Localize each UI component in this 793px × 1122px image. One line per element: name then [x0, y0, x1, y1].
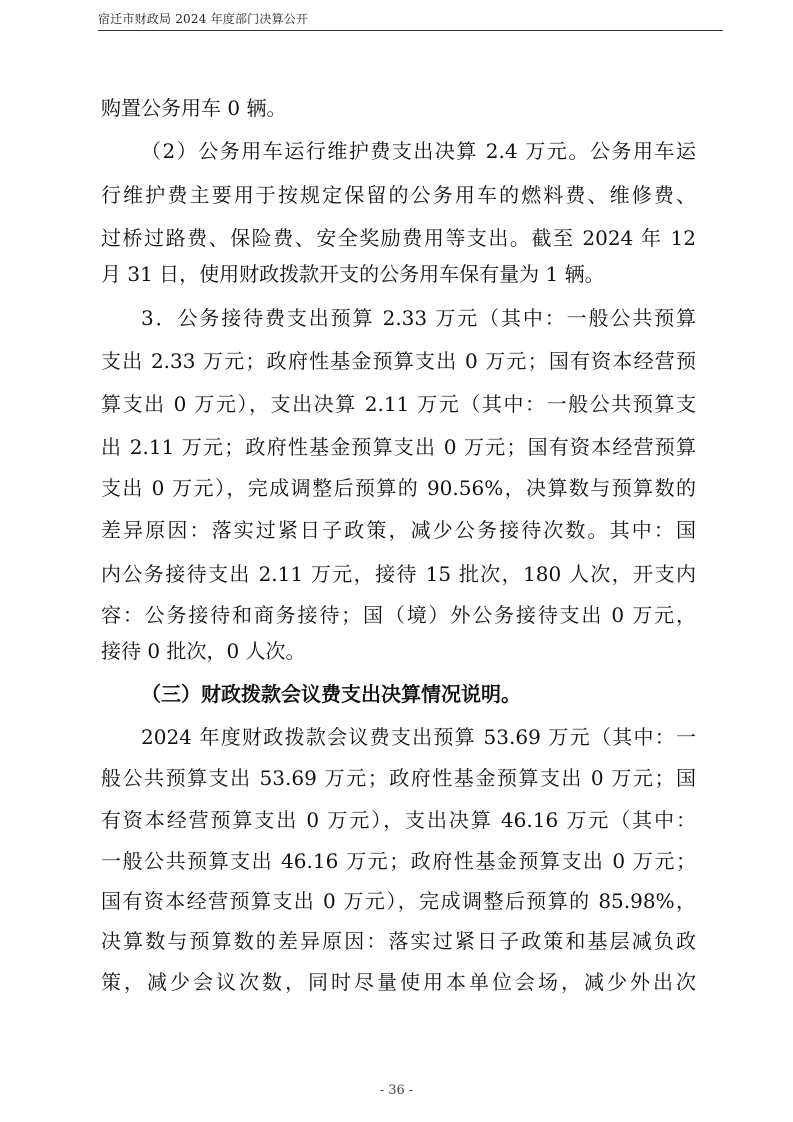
- paragraph-line: 月 31 日，使用财政拨款开支的公务用车保有量为 1 辆。: [101, 262, 605, 286]
- paragraph-line: 国有资本经营预算支出 0 万元），完成调整后预算的 85.98%，: [101, 889, 696, 913]
- paragraph-line: 出 2.11 万元；政府性基金预算支出 0 万元；国有资本经营预算: [101, 435, 696, 459]
- paragraph-line: 接待 0 批次，0 人次。: [101, 639, 306, 663]
- paragraph-line: 一般公共预算支出 46.16 万元；政府性基金预算支出 0 万元；: [101, 849, 696, 873]
- paragraph-line: 支出 2.33 万元；政府性基金预算支出 0 万元；国有资本经营预: [101, 349, 696, 373]
- page-header: [98, 10, 723, 31]
- page-number: - 36 -: [379, 1083, 414, 1098]
- paragraph-line: 策，减少会议次数，同时尽量使用本单位会场，减少外出次: [101, 970, 696, 994]
- paragraph-line: （2）公务用车运行维护费支出决算 2.4 万元。公务用车运: [141, 139, 696, 163]
- paragraph-line: 过桥过路费、保险费、安全奖励费用等支出。截至 2024 年 12: [101, 226, 696, 250]
- paragraph-line: 差异原因：落实过紧日子政策，减少公务接待次数。其中：国: [101, 518, 696, 542]
- paragraph-line: 容：公务接待和商务接待；国（境）外公务接待支出 0 万元，: [101, 603, 696, 627]
- paragraph-line: 算支出 0 万元），支出决算 2.11 万元（其中：一般公共预算支: [101, 392, 696, 416]
- paragraph-line: 决算数与预算数的差异原因：落实过紧日子政策和基层减负政: [101, 929, 696, 953]
- paragraph-line: 3．公务接待费支出预算 2.33 万元（其中：一般公共预算: [141, 306, 696, 330]
- header-title: 宿迁市财政局 2024 年度部门决算公开: [98, 12, 309, 26]
- paragraph-line: 行维护费主要用于按规定保留的公务用车的燃料费、维修费、: [101, 183, 696, 207]
- paragraph-line: 支出 0 万元），完成调整后预算的 90.56%，决算数与预算数的: [101, 476, 696, 500]
- section-heading: （三）财政拨款会议费支出决算情况说明。: [141, 682, 521, 706]
- paragraph-line: 内公务接待支出 2.11 万元，接待 15 批次，180 人次，开支内: [101, 562, 696, 586]
- paragraph-line: 有资本经营预算支出 0 万元），支出决算 46.16 万元（其中：: [101, 808, 696, 832]
- paragraph-line: 购置公务用车 0 辆。: [101, 96, 287, 120]
- paragraph-line: 2024 年度财政拨款会议费支出预算 53.69 万元（其中：一: [141, 725, 696, 749]
- paragraph-line: 般公共预算支出 53.69 万元；政府性基金预算支出 0 万元；国: [101, 766, 696, 790]
